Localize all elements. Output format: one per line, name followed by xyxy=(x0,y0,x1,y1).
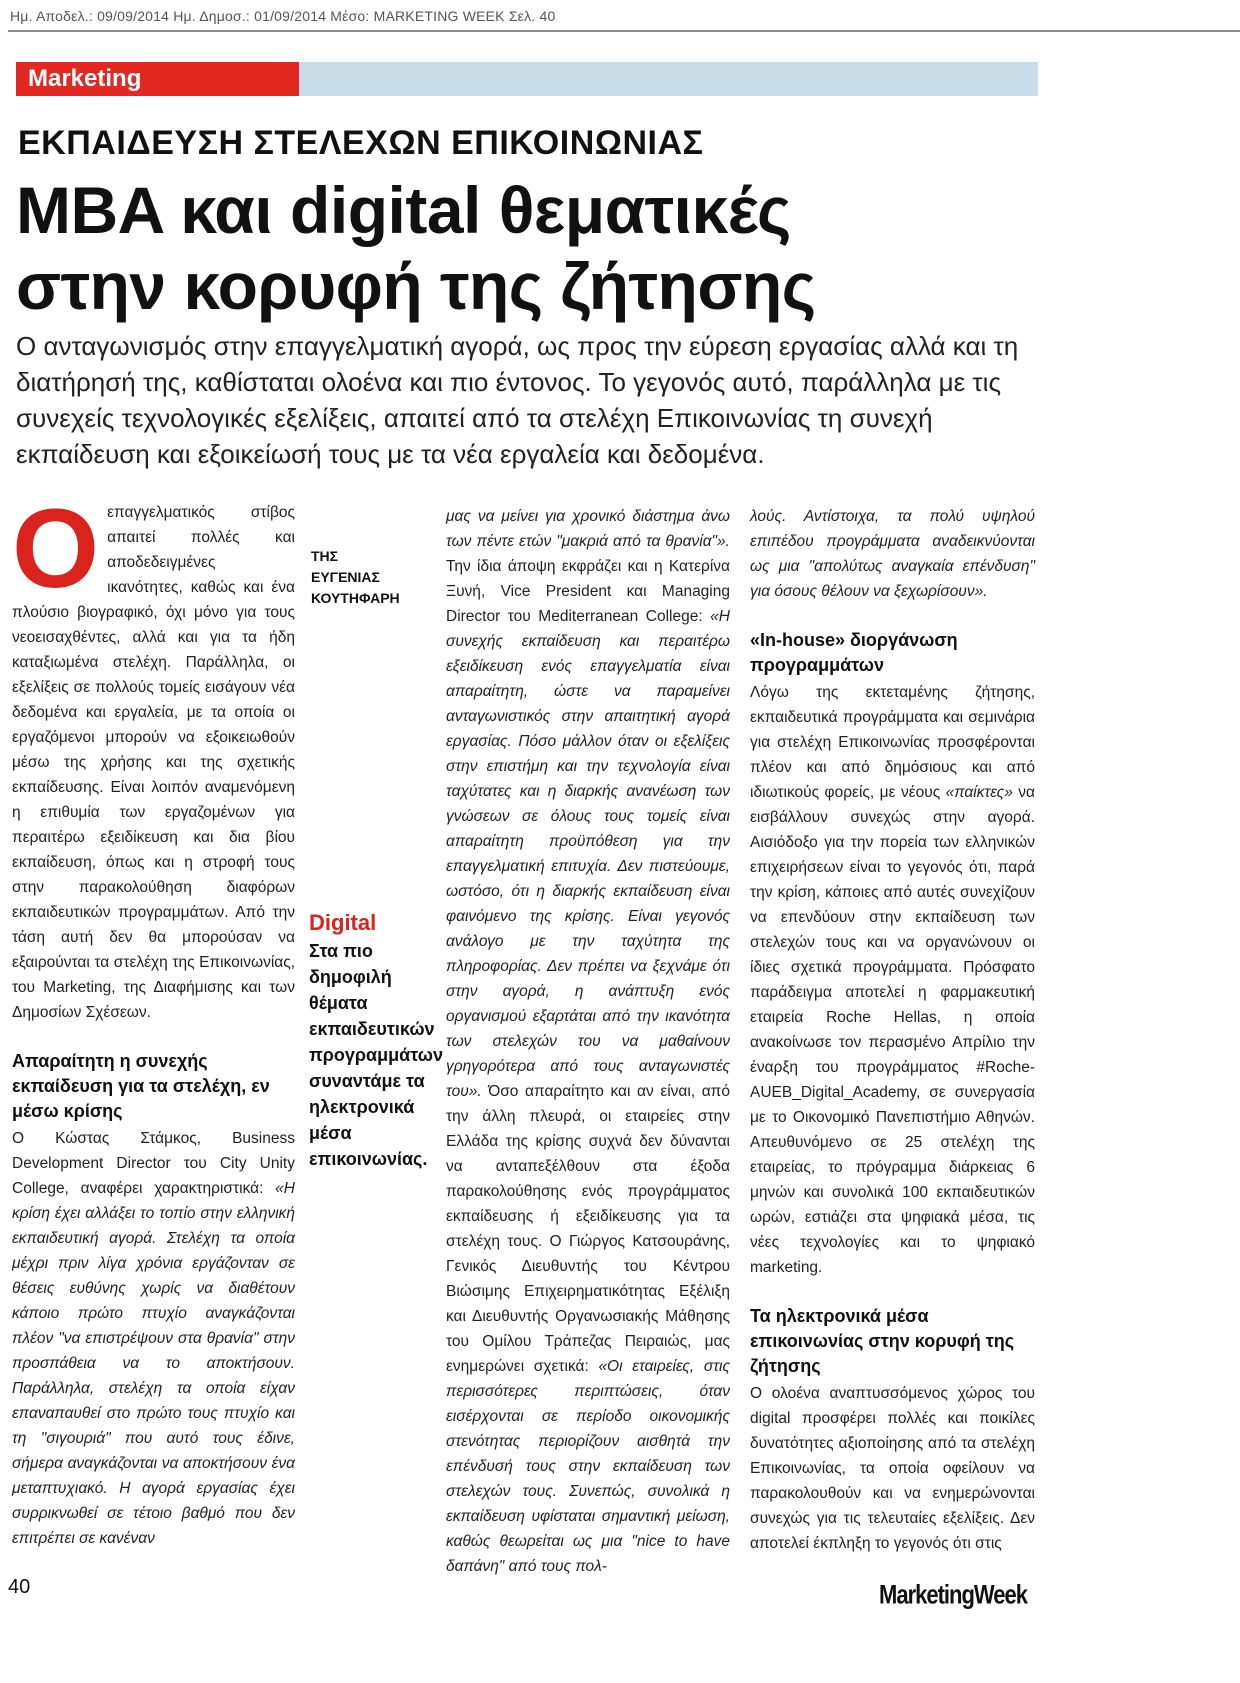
dropcap: Ο xyxy=(12,486,100,611)
kicker: ΕΚΠΑΙΔΕΥΣΗ ΣΤΕΛΕΧΩΝ ΕΠΙΚΟΙΝΩΝΙΑΣ xyxy=(18,124,704,162)
meta-line: Ημ. Αποδελ.: 09/09/2014 Ημ. Δημοσ.: 01/09/2014 Μέσο: MARKETING WEEK Σελ. 40 xyxy=(10,8,556,24)
quote-stamkos-end: μας να μείνει για χρονικό διάστημα άνω των πέντε ετών "μακριά από τα θρανία"». xyxy=(446,508,730,550)
column-1 xyxy=(12,486,295,1551)
paragraph-stamkos-text: Ο Κώστας Στάμκος, Business Development Director του City Unity College, αναφέρει χαρακτηριστικά: xyxy=(12,1130,295,1197)
subhead-crisis: Απαραίτητη η συνεχής εκπαίδευση για τα στελέχη, εν μέσω κρίσης xyxy=(12,1051,270,1121)
paragraph-stamkos xyxy=(12,1126,295,1551)
text-xyni-intro: Την ίδια άποψη εκφράζει και η Κατερίνα Ξυνή, Vice President και Managing Director του Mediterranean College: xyxy=(446,558,730,625)
section-tag: Marketing xyxy=(16,62,299,96)
page-number: 40 xyxy=(8,1576,31,1598)
lead-paragraph: Ο ανταγωνισμός στην επαγγελματική αγορά, ως προς την εύρεση εργασίας αλλά και τη διατήρησή της, καθίσταται ολοένα και πιο έντονος. Το γεγονός αυτό, παράλληλα με τις συνεχείς τεχνολογικές εξελίξεις, απαιτεί από τα στελέχη Επικοινωνίας τη συνεχή εκπαίδευση και εξοικείωσή τους με τα νέα εργαλεία και δεδομένα. xyxy=(16,331,1019,469)
byline-line-1: ΤΗΣ xyxy=(311,548,339,564)
paragraph-in-house-italic: «παίκτες» xyxy=(945,784,1013,801)
paragraph-stamkos-quote: «Η κρίση έχει αλλάξει το τοπίο στην ελληνική εκπαιδευτική αγορά. Στελέχη τα οποία μέχρι πριν λίγα χρόνια εργάζονταν σε θέσεις ευθύνης χωρίς να διαθέτουν κάποιο πρώτο πτυχίο αναγκάζονται πλέον "να επιστρέψουν στα θρανία" στην προσπάθεια να το αποκτήσουν. Παράλληλα, στελέχη τα οποία είχαν επαναπαυθεί στο πρώτο τους πτυχίο και τη "σιγουριά" που αυτό τους έδινε, σήμερα αναγκάζονται να αποκτήσουν ένα μεταπτυχιακό. Η αγορά εργασίας έχει συρρικνωθεί σε τέτοιο βαθμό που δεν επιτρέπει σε κανέναν xyxy=(12,1180,295,1547)
byline-line-2: ΕΥΓΕΝΙΑΣ xyxy=(311,569,380,585)
pullquote xyxy=(309,908,443,1172)
brand-logo: MarketingWeek xyxy=(879,1579,1027,1610)
meta-divider xyxy=(8,30,1240,32)
paragraph-in-house-text-2: να εισβάλλουν συνεχώς στην αγορά. Αισιόδοξο για την πορεία των ελληνικών επιχειρήσεων είναι το γεγονός ότι, παρά την κρίση, κάποιες από αυτές συνεχίζουν να επενδύουν στην εκπαίδευση των στελεχών τους και να οργανώνουν οι ίδιες σχετικά προγράμματα. Πρόσφατο παράδειγμα αποτελεί η φαρμακευτική εταιρεία Roche Hellas, η οποία ανακοίνωσε τον περασμένο Απρίλιο την έναρξη του προγράμματος #Roche-AUEB_Digital_Academy, σε συνεργασία με το Οικονομικό Πανεπιστήμιο Αθηνών. Απευθυνόμενο σε 25 στελέχη της εταιρείας, το πρόγραμμα διάρκειας 6 μηνών και συνολικά 100 εκπαιδευτικών ωρών, εστιάζει στα ψηφιακά μέσα, τις νέες τεχνολογίες και το ψηφιακό marketing. xyxy=(750,784,1035,1276)
paragraph-digital-media: Ο ολοένα αναπτυσσόμενος χώρος του digital προσφέρει πολλές και ποικίλες δυνατότητες αξιοποίησης από τα στελέχη Επικοινωνίας, τα οποία οφείλουν να παρακολουθούν και να ενημερώνονται συνεχώς για τις τελευταίες εξελίξεις. Δεν αποτελεί έκπληξη το γεγονός ότι στις xyxy=(750,1385,1035,1552)
headline xyxy=(16,172,816,324)
byline xyxy=(311,546,400,609)
headline-line-1: MBA και digital θεματικές xyxy=(16,173,791,247)
intro-paragraph xyxy=(12,486,295,1025)
quote-xyni: «Η συνεχής εκπαίδευση και περαιτέρω εξειδίκευση ενός επαγγελματία είναι απαραίτητη, ώστε να παραμείνει ανταγωνιστικός στην απαιτητική αγορά εργασίας. Πόσο μάλλον όταν οι εξελίξεις στην επιστήμη και την τεχνολογία είναι ταχύτατες και η διαρκής ανανέωση των γνώσεων σε όλους τους τομείς είναι απαραίτητη προϋπόθεση για την επαγγελματική επιτυχία. Δεν πιστεύουμε, ωστόσο, ότι η διαρκής εκπαίδευση είναι φαινόμενο της κρίσης. Είναι γεγονός ανάλογο με την ταχύτητα της πληροφορίας. Δεν πρέπει να ξεχνάμε ότι στην αγορά, η ανάπτυξη ενός οργανισμού εξαρτάται από την ικανότητα των στελεχών του να μαθαίνουν γρηγορότερα από τους ανταγωνιστές του». xyxy=(446,608,730,1100)
pullquote-text: Στα πιο δημοφιλή θέματα εκπαιδευτικών προγραμμάτων συναντάμε τα ηλεκτρονικά μέσα επικοινωνίας. xyxy=(309,941,443,1169)
headline-line-2: στην κορυφή της ζήτησης xyxy=(16,249,816,323)
paragraph-in-house-text-1: Λόγω της εκτεταμένης ζήτησης, εκπαιδευτικά προγράμματα και σεμινάρια για στελέχη Επικοινωνίας προσφέρονται πλέον και από δημόσιους και από ιδιωτικούς φορείς, με νέους xyxy=(750,684,1035,801)
paragraph-in-house xyxy=(750,680,1035,1280)
pullquote-title: Digital xyxy=(309,910,377,935)
column-2-paragraph xyxy=(446,504,730,1579)
quote-katsouranis-end: λούς. Αντίστοιχα, τα πολύ υψηλού επιπέδου προγράμματα αναδεικνύονται ως μια "απολύτως αναγκαία επένδυση" για όσους θέλουν να ξεχωρίσουν». xyxy=(750,508,1035,600)
byline-line-3: ΚΟΥΤΗΦΑΡΗ xyxy=(311,590,400,606)
quote-katsouranis: «Οι εταιρείες, στις περισσότερες περιπτώσεις, όταν εισέρχονται σε περίοδο οικονομικής στενότητας περιορίζουν αισθητά την επένδυσή τους στην εκπαίδευση των στελεχών τους. Συνεπώς, συνολικά η εκπαίδευση υφίσταται σημαντική μείωση, καθώς θεωρείται ως μια "nice to have δαπάνη" από τους πολ- xyxy=(446,1358,731,1575)
column-3 xyxy=(750,504,1035,1556)
intro-text: επαγγελματικός στίβος απαιτεί πολλές και αποδεδειγμένες ικανότητες, καθώς και ένα πλούσιο βιογραφικό, όχι μόνο για τους νεοεισαχθέντες, αλλά και για τα ήδη καταξιωμένα στελέχη. Παράλληλα, οι εξελίξεις σε πολλούς τομείς εισάγουν νέα δεδομένα και εργαλεία, με τα οποία οι εργαζόμενοι μπορούν να εξοικειωθούν μέσω της χρήσης και της σχετικής εκπαίδευσης. Είναι λοιπόν αναμενόμενη η επιθυμία των εργαζομένων για περαιτέρω εξειδίκευση και δια βίου εκπαίδευση, όπως και η στροφή τους στην παρακολούθηση διαφόρων εκπαιδευτικών προγραμμάτων. Από την τάση αυτή δεν θα μπορούσαν να εξαιρούνται τα στελέχη της Επικοινωνίας, του Marketing, της Διαφήμισης και των Δημοσίων Σχέσεων. xyxy=(12,504,295,1021)
subhead-digital-media: Τα ηλεκτρονικά μέσα επικοινωνίας στην κορυφή της ζήτησης xyxy=(750,1306,1015,1376)
subhead-in-house: «In-house» διοργάνωση προγραμμάτων xyxy=(750,630,958,675)
column-2 xyxy=(446,504,730,1579)
text-katsouranis-intro: Όσο απαραίτητο και αν είναι, από την άλλη πλευρά, οι εταιρείες στην Ελλάδα της κρίσης συχνά δεν δύνανται να ανταπεξέλθουν στα έξοδα παρακολούθησης ενός προγράμματος εκπαίδευσης ή εξειδίκευσης για τα στελέχη τους. Ο Γιώργος Κατσουράνης, Γενικός Διευθυντής του Κέντρου Βιώσιμης Επιχειρηματικότητας Εξέλιξη και Διευθυντής Οργανωσιακής Μάθησης του Ομίλου Τράπεζας Πειραιώς, μας ενημερώνει σχετικά: xyxy=(446,1083,730,1375)
